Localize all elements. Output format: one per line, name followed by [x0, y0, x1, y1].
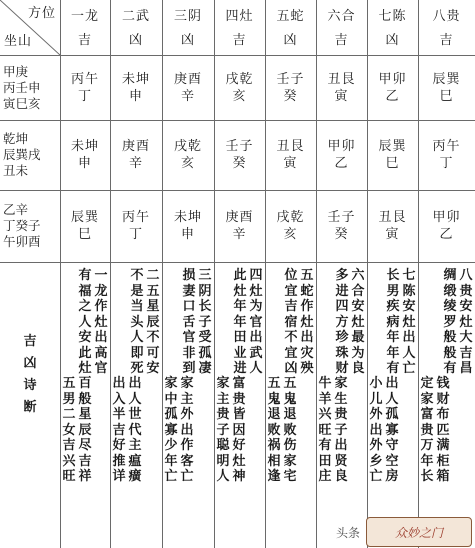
poem-verse-line: 四灶为官出武人 [249, 268, 263, 376]
table-cell-direction: 未坤 申 [121, 71, 150, 104]
poem-verse-cell [110, 264, 162, 548]
table-cell-direction: 丙午 丁 [70, 71, 99, 104]
poem-verse-line: 出人孤寡守空房 [385, 376, 399, 484]
poem-verse-line: 有福之人安此灶 [78, 268, 92, 376]
corner-label-direction: 方位 [27, 6, 56, 21]
table-cell-direction: 未坤 申 [173, 210, 202, 242]
table-cell-direction: 甲卯 乙 [432, 210, 461, 242]
poem-verse-line: 长男疾病年年有 [386, 268, 400, 376]
table-cell-direction: 丙午 丁 [121, 210, 150, 242]
poem-verse-line: 五男二女吉兴旺 [62, 376, 76, 484]
poem-verse-line: 百般星辰尽吉祥 [78, 376, 92, 484]
watermark-logo: 众妙之门 [366, 517, 472, 547]
table-cell-direction: 壬子 癸 [276, 71, 305, 104]
column-header-position: 六合 [327, 8, 356, 24]
poem-verse-cell [214, 264, 265, 548]
source-label: 头条 [336, 526, 361, 540]
column-header-fortune: 吉 [77, 33, 92, 48]
column-header-position: 五蛇 [276, 8, 305, 24]
column-header-fortune: 凶 [283, 33, 298, 48]
column-header-position: 四灶 [225, 8, 254, 24]
poem-verse-line: 一龙作灶出高官 [94, 268, 108, 376]
table-cell-direction: 辰巽 巳 [378, 139, 407, 171]
column-header-position: 一龙 [70, 8, 99, 24]
table-cell-direction: 丑艮 寅 [327, 71, 356, 104]
row-header-sitting: 乾坤 辰巽戌 丑未 [3, 131, 41, 178]
column-header-fortune: 吉 [334, 33, 349, 48]
poem-verse-line: 家生贵子出贤良 [334, 376, 348, 484]
table-cell-direction: 丑艮 寅 [276, 139, 305, 171]
table-cell-direction: 丙午 丁 [432, 139, 461, 171]
poem-verse-line: 五鬼退败伤家宅 [283, 376, 297, 484]
poem-verse-line: 二五星辰不可安 [146, 268, 160, 376]
poem-verse-cell [60, 264, 110, 548]
row-header-sitting: 乙辛 丁癸子 午卯酉 [3, 202, 41, 249]
poem-verse-cell [418, 264, 475, 548]
table-cell-direction: 辰巽 巳 [432, 71, 461, 104]
poem-verse-line: 位宜吉宿不宜凶 [284, 268, 298, 376]
poem-verse-line: 不是当头人即死 [130, 268, 144, 376]
poem-verse-line: 多进四方珍珠财 [335, 268, 349, 376]
poem-verse-line: 出人世代主瘟癀 [128, 376, 142, 484]
poem-verse-line: 小儿外出外乡亡 [369, 376, 383, 484]
poem-verse-line: 三阴长子受孤凄 [198, 268, 212, 376]
poem-verse-line: 家中孤寡少年亡 [164, 376, 178, 484]
column-header-position: 七陈 [378, 8, 407, 24]
column-header-fortune: 吉 [232, 33, 247, 48]
poem-verse-line: 定家富贵万年长 [420, 376, 434, 484]
poem-verse-cell [162, 264, 214, 548]
row-header-sitting: 甲庚 丙壬申 寅巳亥 [3, 63, 41, 111]
poem-verse-cell [265, 264, 316, 548]
table-cell-direction: 庚酉 辛 [173, 71, 202, 104]
table-cell-direction: 戌乾 亥 [173, 139, 202, 171]
poem-verse-line: 家主外出作客亡 [180, 376, 194, 484]
column-header-fortune: 凶 [128, 33, 143, 48]
grid-line [0, 262, 475, 263]
poem-verse-line: 八贵安灶大吉昌 [459, 268, 473, 376]
poem-verse-line: 五蛇作灶出灾殃 [300, 268, 314, 376]
poem-verse-line: 五鬼退败祸相逢 [267, 376, 281, 484]
poem-verse-line: 六合安灶最为良 [351, 268, 365, 376]
poem-verse-line: 牛羊兴旺有田庄 [318, 376, 332, 484]
poem-verse-cell [367, 264, 418, 548]
column-header-fortune: 凶 [180, 33, 195, 48]
table-cell-direction: 戌乾 亥 [276, 210, 305, 242]
table-cell-direction: 壬子 癸 [327, 210, 356, 242]
poem-verse-line: 出入半吉好推详 [112, 376, 126, 484]
poem-verse-line: 富贵皆因好灶神 [232, 376, 246, 484]
table-cell-direction: 辰巽 巳 [70, 210, 99, 242]
table-cell-direction: 庚酉 辛 [121, 139, 150, 171]
column-header-fortune: 凶 [385, 33, 400, 48]
table-cell-direction: 戌乾 亥 [225, 71, 254, 104]
table-cell-direction: 甲卯 乙 [378, 71, 407, 104]
table-cell-direction: 未坤 申 [70, 139, 99, 171]
poem-verse-line: 损妻口舌官非到 [182, 268, 196, 376]
table-cell-direction: 甲卯 乙 [327, 139, 356, 171]
poem-verse-line: 绸缎绫罗般般有 [443, 268, 457, 376]
poem-verse-line: 钱财布匹满柜箱 [436, 376, 450, 484]
poem-verse-line: 家主贵子聪明人 [216, 376, 230, 484]
corner-label-sitting: 坐山 [4, 34, 33, 49]
poem-verse-line: 此灶年年田业进 [233, 268, 247, 376]
column-header-fortune: 吉 [439, 33, 454, 48]
column-header-position: 三阴 [173, 8, 202, 24]
column-header-position: 二武 [121, 8, 150, 24]
poem-section-label: 吉 凶 诗 断 [23, 334, 37, 415]
poem-verse-line: 七陈安灶出人亡 [402, 268, 416, 376]
table-cell-direction: 壬子 癸 [225, 139, 254, 171]
table-cell-direction: 庚酉 辛 [225, 210, 254, 242]
column-header-position: 八贵 [432, 8, 461, 24]
poem-verse-cell [316, 264, 367, 548]
table-cell-direction: 丑艮 寅 [378, 210, 407, 242]
